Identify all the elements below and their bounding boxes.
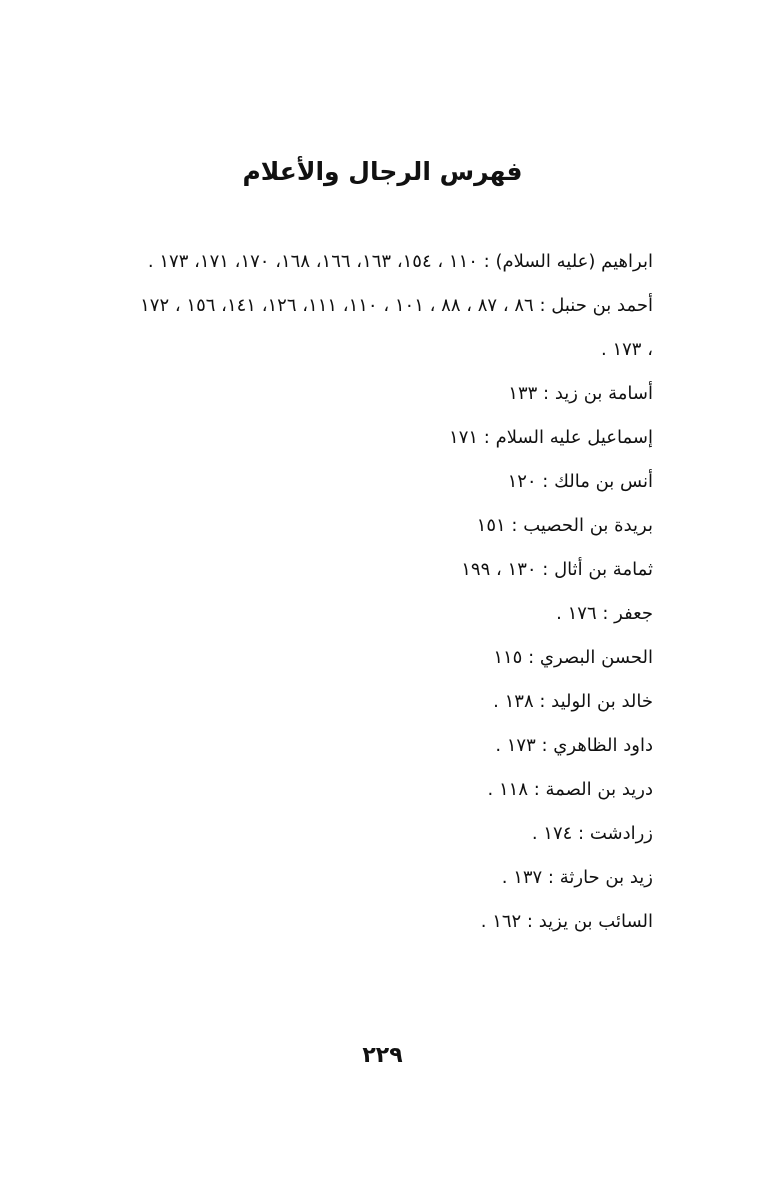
entry-name: ثمامة بن أثال [554,559,653,580]
entry-name: السائب بن يزيد [538,911,653,932]
entry-name: داود الظاهري [553,735,653,756]
entry-name: خالد بن الوليد [551,691,653,712]
entry-pages: ١١٠ ، ١٥٤، ١٦٣، ١٦٦، ١٦٨، ١٧٠، ١٧١، ١٧٣ . [147,251,478,272]
entry-pages: ١٧١ [449,427,479,448]
entry-pages: ١٥١ [476,515,506,536]
entry-name: أحمد بن حنبل [551,295,653,316]
index-entry: أحمد بن حنبل : ٨٦ ، ٨٧ ، ٨٨ ، ١٠١ ، ١١٠، ١١١، ١٢٦، ١٤١، ١٥٦ ، ١٧٢ ، ١٧٣ . [140,295,653,360]
entry-name: أنس بن مالك [554,471,653,492]
entry-pages: ١١٥ [493,647,523,668]
entry-name: دريد بن الصمة [545,779,653,800]
index-entry: خالد بن الوليد : ١٣٨ . [493,691,653,712]
entry-pages: ١١٨ . [487,779,528,800]
entry-name: زرادشت [589,823,653,844]
index-entry: السائب بن يزيد : ١٦٢ . [480,911,653,932]
entry-pages: ١٧٦ . [556,603,597,624]
entry-name: إسماعيل عليه السلام [495,427,653,448]
entry-name: جعفر [614,603,653,624]
page-number: ٢٢٩ [362,1043,403,1068]
index-entry: ابراهيم (عليه السلام) : ١١٠ ، ١٥٤، ١٦٣، ١٦٦، ١٦٨، ١٧٠، ١٧١، ١٧٣ . [147,251,653,272]
entry-name: زيد بن حارثة [559,867,653,888]
index-entry: جعفر : ١٧٦ . [556,603,653,624]
entry-pages: ١٣٠ ، ١٩٩ [461,559,537,580]
entry-pages: ٨٦ ، ٨٧ ، ٨٨ ، ١٠١ ، ١١٠، ١١١، ١٢٦، ١٤١، ١٥٦ ، ١٧٢ ، ١٧٣ . [140,295,653,360]
index-entry: داود الظاهري : ١٧٣ . [495,735,653,756]
index-entry: ثمامة بن أثال : ١٣٠ ، ١٩٩ [461,559,653,580]
entry-pages: ١٧٤ . [531,823,573,844]
entry-pages: ١٣٧ . [501,867,543,888]
entry-pages: ١٣٣ [508,383,538,404]
index-entry: الحسن البصري : ١١٥ [493,647,653,668]
index-entry: أنس بن مالك : ١٢٠ [507,471,653,492]
index-entry: زرادشت : ١٧٤ . [531,823,653,844]
entry-pages: ١٦٢ . [480,911,522,932]
index-entry: بريدة بن الحصيب : ١٥١ [476,515,653,536]
entry-pages: ١٧٣ . [495,735,536,756]
index-entry: أسامة بن زيد : ١٣٣ [508,383,653,404]
page-title: فهرس الرجال والأعلام [242,157,523,186]
entry-name: ابراهيم (عليه السلام) [495,251,653,272]
index-list [133,240,653,944]
entry-name: أسامة بن زيد [554,383,653,404]
index-entry: دريد بن الصمة : ١١٨ . [487,779,653,800]
entry-pages: ١٣٨ . [493,691,534,712]
index-entry: إسماعيل عليه السلام : ١٧١ [449,427,653,448]
entry-name: الحسن البصري [539,647,653,668]
index-entry: زيد بن حارثة : ١٣٧ . [501,867,653,888]
entry-name: بريدة بن الحصيب [523,515,653,536]
entry-pages: ١٢٠ [507,471,537,492]
